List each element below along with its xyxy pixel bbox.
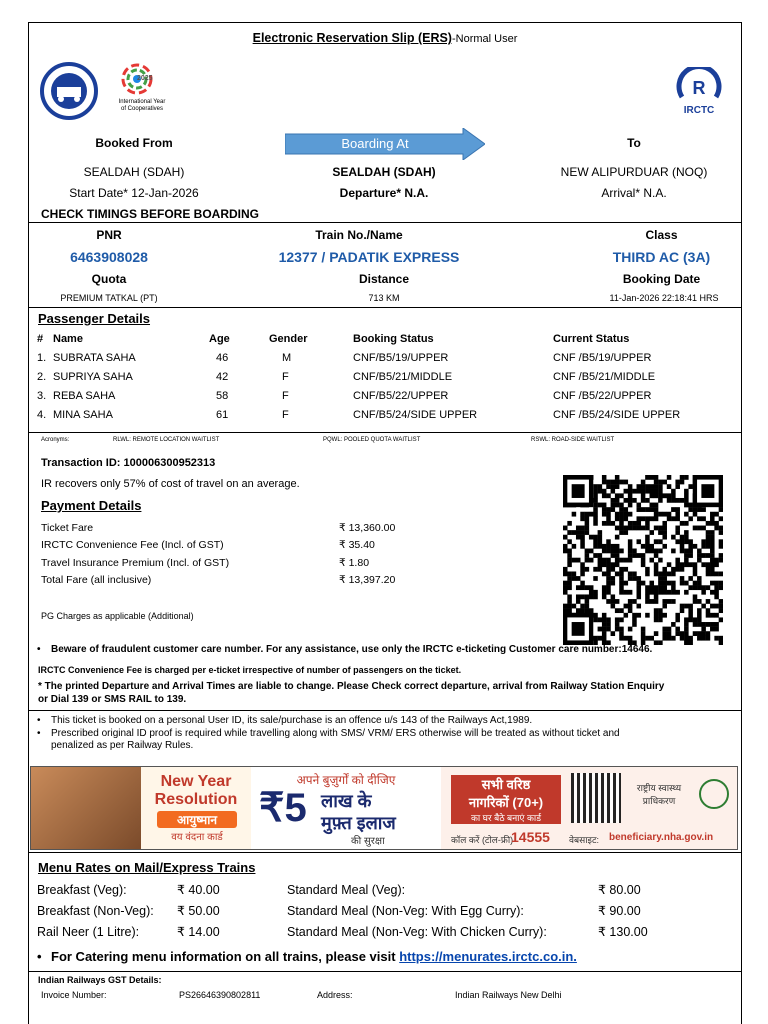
distance-label: Distance — [358, 272, 410, 286]
banner-home: का घर बैठे बनाएं कार्ड — [451, 811, 561, 824]
from-station: SEALDAH (SDAH) — [83, 165, 185, 179]
divider — [29, 307, 741, 308]
invoice-label: Invoice Number: — [41, 990, 107, 1000]
passenger-details-title: Passenger Details — [38, 311, 151, 326]
banner-ayushman: आयुष्मान — [157, 811, 237, 828]
banner-toll-free: 14555 — [511, 829, 550, 845]
passenger-row: 1. SUBRATA SAHA 46 M CNF/B5/19/UPPER CNF /B5/19/UPPER — [37, 351, 652, 364]
banner-five: ₹5 — [259, 786, 307, 830]
passenger-table-header: # Name Age Gender Booking Status Current Status — [37, 332, 630, 345]
divider — [29, 852, 741, 853]
banner-resolution: Resolution — [154, 791, 238, 808]
quota-label: Quota — [91, 272, 127, 286]
acronym-rswl: RSWL: ROAD-SIDE WAITLIST — [531, 437, 615, 443]
to-station: NEW ALIPURDUAR (NOQ) — [560, 165, 708, 179]
banner-free-treatment: मुफ़्त इलाज — [321, 813, 396, 833]
fraud-notice-list — [37, 644, 652, 657]
banner-lakh: लाख के — [321, 791, 372, 811]
banner-vay-vandana: वय वंदना कार्ड — [171, 832, 223, 843]
acronym-pqwl: PQWL: POOLED QUOTA WAITLIST — [323, 437, 421, 443]
payment-table — [41, 519, 395, 589]
catering-link[interactable]: https://menurates.irctc.co.in. — [399, 949, 577, 964]
emblem-icon — [699, 779, 729, 809]
divider — [29, 432, 741, 433]
boarding-station: SEALDAH (SDAH) — [332, 165, 436, 179]
boarding-at-arrow — [285, 128, 485, 160]
banner-website[interactable]: beneficiary.nha.gov.in — [609, 832, 714, 843]
cooperatives-logo — [111, 61, 171, 121]
banner-new-year: New Year — [160, 773, 232, 790]
banner-security: की सुरक्षा — [351, 836, 385, 847]
divider — [29, 222, 741, 223]
address-label: Address: — [317, 990, 353, 1000]
logo-year: 2025 — [137, 75, 153, 82]
menu-row: Standard Meal (Veg): ₹ 80.00 — [287, 882, 641, 897]
banner-authority: राष्ट्रीय स्वास्थ्य प्राधिकरण — [636, 783, 682, 806]
menu-rates-title: Menu Rates on Mail/Express Trains — [38, 860, 256, 875]
passenger-row: 2. SUPRIYA SAHA 42 F CNF/B5/21/MIDDLE CNF /B5/21/MIDDLE — [37, 370, 656, 383]
divider — [29, 710, 741, 711]
svg-text:R: R — [692, 78, 706, 98]
id-proof-notice: • Prescribed original ID proof is required while travelling along with SMS/ VRM/ ERS otherwise will be treated as without ticket and penalized as per Railway Rules. — [37, 728, 620, 753]
menu-row: Standard Meal (Non-Veg: With Chicken Curry): ₹ 130.00 — [287, 924, 648, 939]
pnr-value: 6463908028 — [70, 249, 148, 265]
quota-value: PREMIUM TATKAL (PT) — [60, 293, 158, 303]
boarding-at-label: Boarding At — [341, 136, 409, 151]
train-value: 12377 / PADATIK EXPRESS — [278, 249, 460, 265]
timing-notice-1: * The printed Departure and Arrival Times are liable to change. Please Check correct departure, arrival from Railway Station Enquiry — [38, 681, 665, 692]
ers-document — [28, 22, 742, 1024]
payment-row: Travel Insurance Premium (Incl. of GST) ₹ 1.80 — [41, 556, 370, 569]
menu-row: Rail Neer (1 Litre): ₹ 14.00 — [37, 924, 220, 939]
convenience-fee-notice: IRCTC Convenience Fee is charged per e-ticket irrespective of number of passengers on the ticket. — [38, 665, 462, 675]
class-label: Class — [645, 228, 678, 242]
payment-row: Ticket Fare ₹ 13,360.00 — [41, 521, 396, 534]
terms-list — [37, 715, 620, 753]
timing-notice-2: or Dial 139 or SMS RAIL to 139. — [38, 694, 187, 705]
payment-row: IRCTC Convenience Fee (Incl. of GST) ₹ 35.40 — [41, 539, 375, 552]
irctc-label: IRCTC — [683, 105, 715, 116]
gst-title: Indian Railways GST Details: — [38, 975, 162, 985]
passenger-row: 3. REBA SAHA 58 F CNF/B5/22/UPPER CNF /B5/22/UPPER — [37, 389, 652, 402]
banner-senior: सभी वरिष्ठ — [451, 775, 561, 793]
catering-list — [37, 949, 577, 965]
booking-date-value: 11-Jan-2026 22:18:41 HRS — [609, 293, 719, 303]
logo-caption-1: International Year — [118, 99, 166, 105]
indian-railways-logo — [39, 61, 99, 121]
to-label: To — [627, 136, 641, 150]
booking-date-label: Booking Date — [622, 272, 701, 286]
invoice-number: PS26646390802811 — [179, 990, 261, 1000]
passenger-table — [37, 329, 680, 424]
ir-recovers-note: IR recovers only 57% of cost of travel on an average. — [41, 478, 300, 490]
acronyms-label: Acronyms: — [41, 437, 70, 443]
logo-caption-2: of Cooperatives — [120, 106, 164, 112]
menu-left-table — [37, 879, 220, 942]
menu-row: Breakfast (Non-Veg): ₹ 50.00 — [37, 903, 220, 918]
menu-row: Breakfast (Veg): ₹ 40.00 — [37, 882, 220, 897]
distance-value: 713 KM — [368, 293, 400, 303]
booked-from-label: Booked From — [95, 136, 173, 150]
qr-code — [563, 475, 723, 645]
banner-call: कॉल करें (टोल-फ्री) — [451, 835, 514, 845]
banner-hindi-top: अपने बुज़ुर्गों को दीजिए — [296, 773, 396, 787]
document-title: Electronic Reservation Slip (ERS)-Normal User — [252, 31, 518, 45]
transaction-id: Transaction ID: 100006300952313 — [41, 457, 216, 469]
arrival-time: Arrival* N.A. — [601, 186, 667, 200]
banner-citizens: नागरिकों (70+) — [451, 793, 561, 811]
payment-details-title: Payment Details — [41, 498, 142, 513]
menu-right-table — [287, 879, 648, 942]
fraud-notice: • Beware of fraudulent customer care number. For any assistance, use only the IRCTC e-ticketing Customer care number:14646. — [37, 644, 652, 657]
pg-charges-note: PG Charges as applicable (Additional) — [41, 611, 194, 621]
class-value: THIRD AC (3A) — [612, 249, 711, 265]
check-timings-warning: CHECK TIMINGS BEFORE BOARDING — [41, 207, 260, 221]
banner-qr — [571, 773, 621, 823]
payment-row: Total Fare (all inclusive) ₹ 13,397.20 — [41, 574, 396, 587]
address-value: Indian Railways New Delhi — [455, 990, 562, 1000]
banner-photo — [31, 767, 141, 850]
banner-website-label: वेबसाइट: — [569, 835, 600, 845]
pnr-label: PNR — [96, 228, 122, 242]
passenger-row: 4. MINA SAHA 61 F CNF/B5/24/SIDE UPPER CNF /B5/24/SIDE UPPER — [37, 408, 681, 421]
ayushman-banner[interactable] — [30, 766, 738, 850]
irctc-logo — [669, 67, 729, 123]
menu-row: Standard Meal (Non-Veg: With Egg Curry): ₹ 90.00 — [287, 903, 641, 918]
train-label: Train No./Name — [315, 228, 403, 242]
acronym-rlwl: RLWL: REMOTE LOCATION WAITLIST — [113, 437, 220, 443]
divider — [29, 971, 741, 972]
personal-id-notice: • This ticket is booked on a personal User ID, its sale/purchase is an offence u/s 143 of the Railways Act,1989. — [37, 715, 620, 728]
start-date: Start Date* 12-Jan-2026 — [69, 186, 199, 200]
catering-notice: • For Catering menu information on all trains, please visit https://menurates.irctc.co.in. — [37, 949, 577, 965]
departure-time: Departure* N.A. — [339, 186, 429, 200]
